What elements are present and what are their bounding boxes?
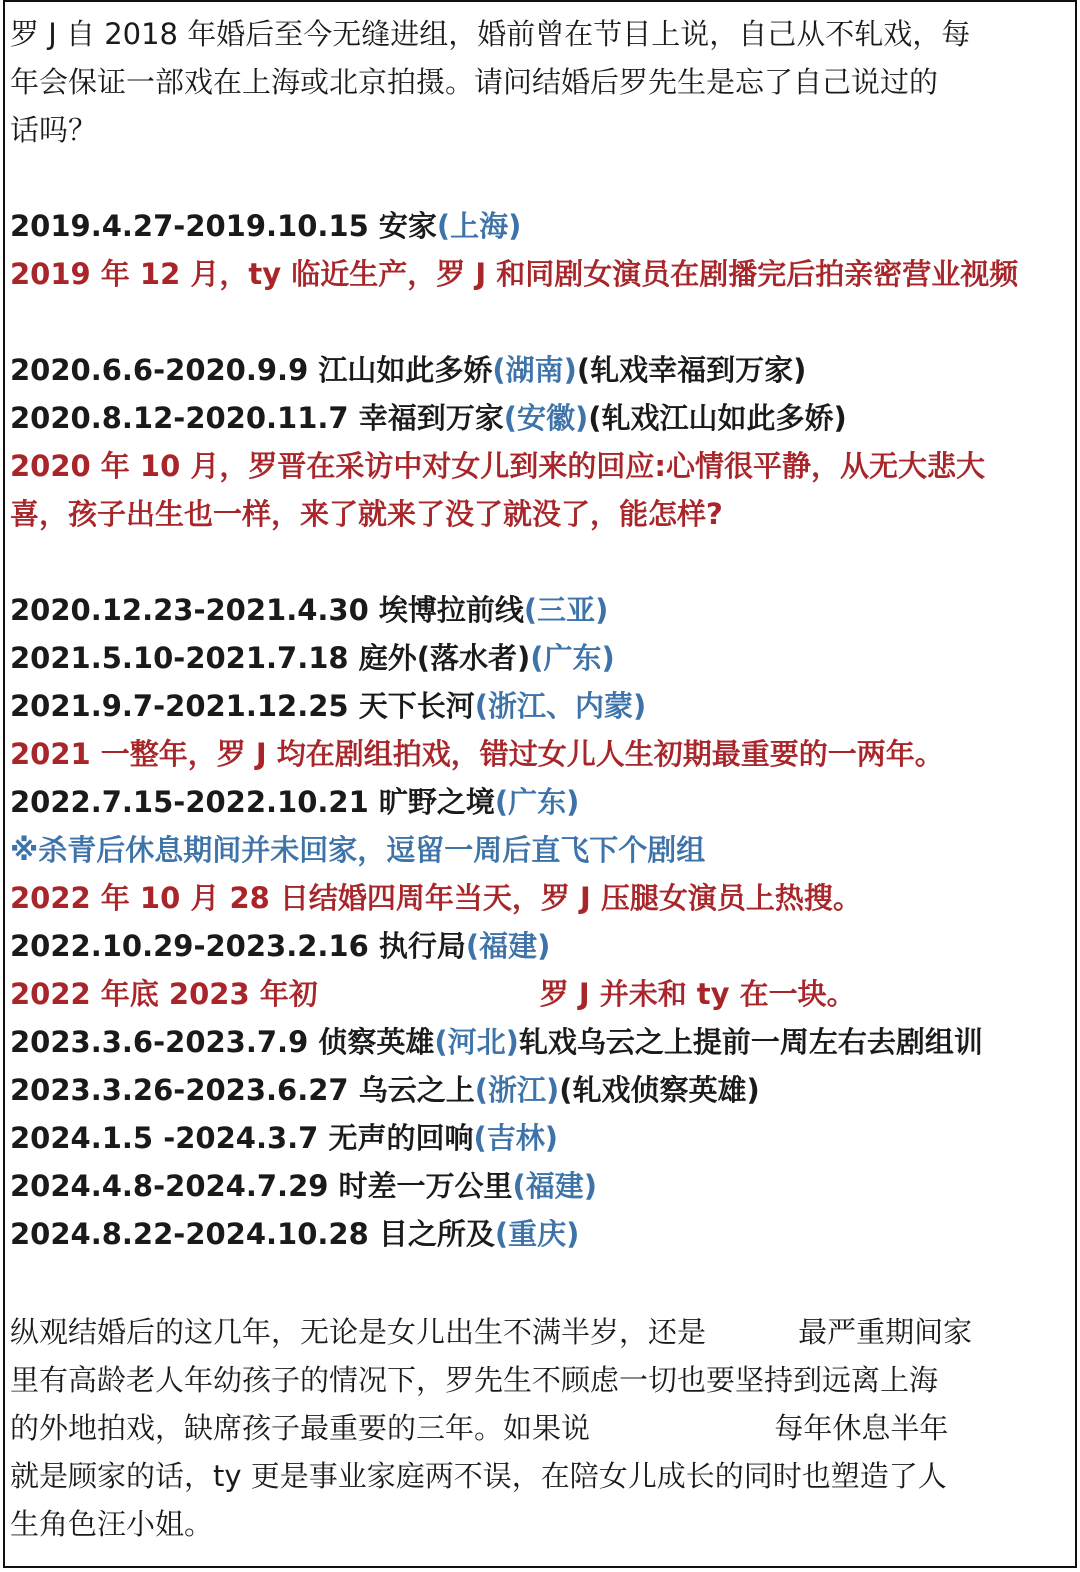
timeline-remark: 2022 年 10 月 28 日结婚四周年当天，罗 J 压腿女演员上热搜。	[10, 881, 862, 915]
entry-title: 目之所及	[378, 1217, 495, 1251]
entry-date: 2024.8.22-2024.10.28	[10, 1217, 369, 1251]
timeline-entry	[10, 778, 579, 826]
timeline-remark: 2019 年 12 月，ty 临近生产，罗 J 和同剧女演员在剧播完后拍亲密营业视频	[10, 257, 1019, 291]
entry-date: 2020.12.23-2021.4.30	[10, 593, 369, 627]
timeline-entry	[10, 202, 521, 250]
entry-location: (安徽)	[503, 401, 589, 435]
timeline-remark-line-1: 2020 年 10 月，罗晋在采访中对女儿到来的回应:心情很平静，从无大悲大	[10, 449, 985, 483]
entry-note: (轧戏江山如此多娇)	[588, 401, 847, 435]
conclusion-line-4: 就是顾家的话，ty 更是事业家庭两不误，在陪女儿成长的同时也塑造了人	[10, 1459, 947, 1493]
entry-date: 2024.4.8-2024.7.29	[10, 1169, 329, 1203]
entry-date: 2023.3.6-2023.7.9	[10, 1025, 309, 1059]
entry-location: (广东)	[530, 641, 615, 675]
entry-title: 时差一万公里	[338, 1169, 513, 1203]
conclusion-line-2: 里有高龄老人年幼孩子的情况下，罗先生不顾虑一切也要坚持到远离上海	[10, 1363, 939, 1397]
timeline-entry	[10, 586, 608, 634]
remark-part-a: 2022 年底 2023 年初	[10, 977, 318, 1011]
entry-date: 2020.8.12-2020.11.7	[10, 401, 349, 435]
intro-line-1: 罗 J 自 2018 年婚后至今无缝进组，婚前曾在节目上说，自己从不轧戏，每	[10, 17, 971, 51]
entry-note: (轧戏幸福到万家)	[576, 353, 807, 387]
timeline-entry	[10, 1114, 558, 1162]
timeline-entry	[10, 1162, 597, 1210]
entry-title: 执行局	[378, 929, 466, 963]
timeline-remark: 2021 一整年，罗 J 均在剧组拍戏，错过女儿人生初期最重要的一两年。	[10, 737, 944, 771]
conclusion-line-5: 生角色汪小姐。	[10, 1507, 214, 1541]
entry-date: 2019.4.27-2019.10.15	[10, 209, 369, 243]
conclusion-line-3: 的外地拍戏，缺席孩子最重要的三年。如果说 每年休息半年	[10, 1411, 949, 1445]
entry-location: (重庆)	[494, 1217, 580, 1251]
timeline-remark	[10, 970, 856, 1018]
entry-location: (三亚)	[523, 593, 609, 627]
timeline-entry	[10, 634, 615, 682]
entry-location: (吉林)	[473, 1121, 558, 1155]
entry-title: 庭外(落水者)	[358, 641, 531, 675]
entry-title: 埃博拉前线	[378, 593, 524, 627]
entry-title: 天下长河	[358, 689, 475, 723]
entry-title: 侦察英雄	[318, 1025, 435, 1059]
timeline-remark-line-2: 喜，孩子出生也一样，来了就来了没了就没了，能怎样?	[10, 497, 723, 531]
entry-title: 旷野之境	[378, 785, 495, 819]
entry-location: (广东)	[494, 785, 580, 819]
entry-location: (河北)	[434, 1025, 519, 1059]
entry-date: 2023.3.26-2023.6.27	[10, 1073, 349, 1107]
entry-date: 2020.6.6-2020.9.9	[10, 353, 309, 387]
entry-note: (轧戏侦察英雄)	[559, 1073, 760, 1107]
remark-part-b: 罗 J 并未和 ty 在一块。	[539, 977, 856, 1011]
entry-location: (浙江)	[474, 1073, 560, 1107]
entry-title: 乌云之上	[358, 1073, 475, 1107]
entry-note: 轧戏乌云之上提前一周左右去剧组训	[518, 1025, 983, 1059]
timeline-entry	[10, 1210, 579, 1258]
entry-location: (福建)	[465, 929, 551, 963]
intro-line-3: 话吗？	[10, 113, 98, 147]
timeline-entry	[10, 394, 847, 442]
entry-title: 无声的回响	[328, 1121, 474, 1155]
conclusion-line-1: 纵观结婚后的这几年，无论是女儿出生不满半岁，还是 最严重期间家	[10, 1315, 973, 1349]
entry-date: 2024.1.5 -2024.3.7	[10, 1121, 319, 1155]
entry-title: 安家	[378, 209, 437, 243]
timeline-entry	[10, 682, 646, 730]
timeline-entry	[10, 346, 806, 394]
timeline-aside: ※杀青后休息期间并未回家，逗留一周后直飞下个剧组	[10, 833, 706, 867]
entry-location: (湖南)	[492, 353, 577, 387]
timeline-entry	[10, 1018, 983, 1066]
timeline-entry	[10, 1066, 760, 1114]
entry-location: (浙江、内蒙)	[474, 689, 647, 723]
entry-location: (福建)	[512, 1169, 598, 1203]
entry-title: 江山如此多娇	[318, 353, 493, 387]
entry-title: 幸福到万家	[358, 401, 504, 435]
intro-line-2: 年会保证一部戏在上海或北京拍摄。请问结婚后罗先生是忘了自己说过的	[10, 65, 939, 99]
timeline-entry	[10, 922, 550, 970]
entry-date: 2022.10.29-2023.2.16	[10, 929, 369, 963]
entry-location: (上海)	[436, 209, 522, 243]
entry-date: 2021.9.7-2021.12.25	[10, 689, 349, 723]
entry-date: 2021.5.10-2021.7.18	[10, 641, 349, 675]
entry-date: 2022.7.15-2022.10.21	[10, 785, 369, 819]
